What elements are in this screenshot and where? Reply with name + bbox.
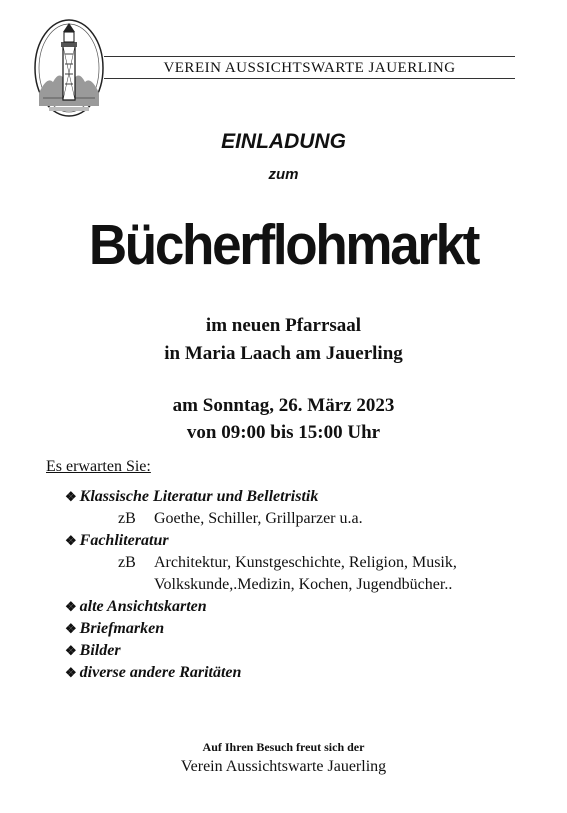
example-prefix: zB xyxy=(118,554,136,571)
invitation-heading: EINLADUNG xyxy=(221,130,346,153)
offer-intro: Es erwarten Sie: xyxy=(46,458,151,475)
list-item xyxy=(65,530,545,552)
diamond-bullet-icon: ❖ xyxy=(65,643,77,658)
item-label: Briefmarken xyxy=(79,620,165,637)
item-label: Fachliteratur xyxy=(79,532,169,549)
offer-list xyxy=(65,486,545,684)
event-time: von 09:00 bis 15:00 Uhr xyxy=(186,422,381,443)
lookout-tower-logo xyxy=(33,18,105,118)
item-label: Bilder xyxy=(79,642,121,659)
invitation-connector: zum xyxy=(268,166,299,183)
example-line: Volkskunde,.Medizin, Kochen, Jugendbücher.. xyxy=(154,576,453,593)
item-examples xyxy=(65,508,545,530)
example-prefix: zB xyxy=(118,510,136,527)
venue-line-2: in Maria Laach am Jauerling xyxy=(164,343,403,364)
diamond-bullet-icon: ❖ xyxy=(65,665,77,680)
list-item xyxy=(65,640,545,662)
event-title: Bücherflohmarkt xyxy=(88,213,479,277)
diamond-bullet-icon: ❖ xyxy=(65,621,77,636)
venue-line-1: im neuen Pfarrsaal xyxy=(205,315,362,336)
list-item xyxy=(65,486,545,508)
example-line: Architektur, Kunstgeschichte, Religion, Musik, xyxy=(154,554,457,571)
list-item xyxy=(65,596,545,618)
schedule xyxy=(0,392,567,446)
diamond-bullet-icon: ❖ xyxy=(65,489,77,504)
item-label: Klassische Literatur und Belletristik xyxy=(79,488,319,505)
list-item xyxy=(65,618,545,640)
event-date: am Sonntag, 26. März 2023 xyxy=(172,395,395,416)
example-line: Goethe, Schiller, Grillparzer u.a. xyxy=(154,510,363,527)
item-label: diverse andere Raritäten xyxy=(79,664,242,681)
footer-signature: Verein Aussichtswarte Jauerling xyxy=(180,758,387,775)
item-examples xyxy=(65,552,545,596)
footer-greeting: Auf Ihren Besuch freut sich der xyxy=(202,740,365,754)
diamond-bullet-icon: ❖ xyxy=(65,599,77,614)
association-name: VEREIN AUSSICHTSWARTE JAUERLING xyxy=(163,60,456,76)
venue xyxy=(0,312,567,368)
header-rule-bottom xyxy=(104,78,515,79)
diamond-bullet-icon: ❖ xyxy=(65,533,77,548)
header-rule-top xyxy=(104,56,515,57)
item-label: alte Ansichtskarten xyxy=(79,598,207,615)
list-item xyxy=(65,662,545,684)
